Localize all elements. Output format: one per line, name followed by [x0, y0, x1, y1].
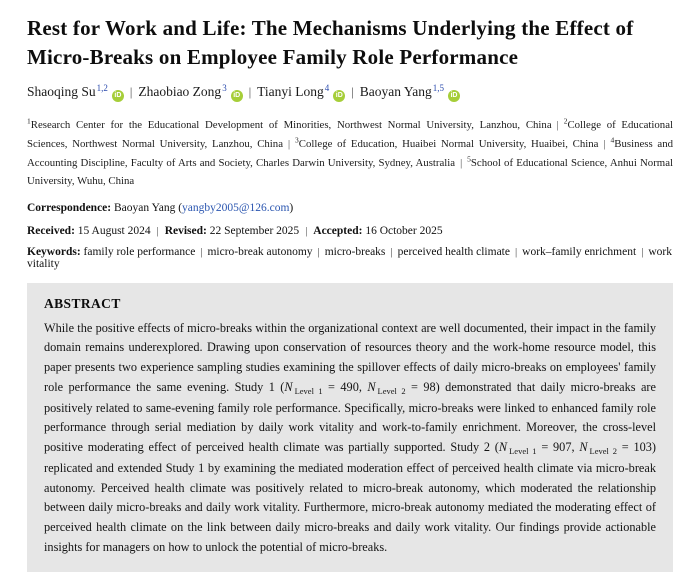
abstract-text: = 98) demonstrated that daily micro-breaks are positively related to same-evening family role performance. Specifically, micro-breaks were linked to enhanced family role performance through serial mediation by daily work vitality and work-to-family enrichment. Moreover, the cross-level positive moderating effect of perceived health climate was partially supported. Study 2 ( — [44, 379, 656, 454]
author-name: Zhaobiao Zong — [138, 84, 222, 100]
affiliation-text: College of Education, Huaibei Normal University, Huaibei, China — [298, 138, 599, 151]
affiliation — [27, 116, 552, 132]
affiliation-separator: | — [556, 120, 559, 132]
correspondence-close: ) — [289, 201, 294, 214]
correspondence-label: Correspondence: — [27, 201, 112, 214]
stat-subscript: Level 2 — [377, 386, 406, 397]
stat-symbol: N — [284, 379, 293, 394]
affiliation-superscript: 3 — [295, 135, 299, 145]
stat-subscript: Level 1 — [509, 446, 537, 457]
date-label: Received: — [27, 224, 75, 237]
stat-subscript: Level 2 — [589, 446, 617, 457]
paper-title: Rest for Work and Life: The Mechanisms Underlying the Effect of Micro-Breaks on Employee Family Role Performance — [27, 16, 634, 69]
date-separator: | — [156, 225, 159, 237]
date-separator: | — [305, 225, 308, 237]
affiliation-superscript: 5 — [467, 154, 471, 164]
author-name: Shaoqing Su — [27, 84, 96, 100]
keywords-label: Keywords: — [27, 245, 81, 258]
affiliation — [295, 135, 599, 151]
affiliations — [27, 115, 673, 190]
affiliation-superscript: 4 — [610, 135, 615, 145]
keyword-separator: | — [200, 245, 203, 258]
keyword: micro-breaks — [324, 245, 386, 258]
author — [27, 84, 124, 99]
author-separator: | — [351, 85, 354, 100]
abstract-text: = 490, — [322, 379, 368, 394]
date-label: Revised: — [164, 224, 207, 237]
affiliation-separator: | — [603, 139, 606, 151]
abstract-text: = 103) replicated and extended Study 1 by examining the mediated moderation effect of perceived health climate via micro-break autonomy. Perceived health climate was positively related to micro-break autonomy, which moderated the relationship between daily micro-breaks and daily work vitality. Furthermore, micro-break autonomy mediated the moderating effect of perceived health climate on the link between daily micro-breaks and daily work vitality. Our findings provide actionable insights for managers on how to unlock the potential of micro-breaks. — [44, 439, 657, 554]
author — [257, 84, 345, 99]
orcid-icon[interactable]: iD — [112, 90, 124, 102]
abstract-text: While the positive effects of micro-breaks within the organizational context are well documented, their impact in the family domain remains underexplored. Drawing upon conservation of resources theory and the work-home resource model, this paper presents two experience sampling studies examining the spillover effects of daily micro-breaks on employees' family role performance the same evening. Study 1 ( — [44, 320, 656, 394]
correspondence-name: Baoyan Yang ( — [114, 201, 183, 214]
keywords-line — [27, 246, 673, 270]
author-separator: | — [129, 85, 133, 100]
orcid-icon[interactable]: iD — [448, 90, 460, 102]
orcid-icon[interactable]: iD — [333, 90, 345, 102]
stat-symbol: N — [367, 379, 376, 394]
date-value: 22 September 2025 — [209, 224, 300, 237]
keyword-separator: | — [390, 245, 393, 258]
affiliation-separator: | — [287, 139, 291, 151]
abstract-box — [27, 283, 673, 573]
keyword: family role performance — [83, 245, 196, 258]
author-superscript: 3 — [222, 82, 227, 93]
correspondence-email-link[interactable]: yangby2005@126.com — [182, 201, 290, 214]
orcid-icon[interactable]: iD — [231, 90, 243, 102]
affiliation-text: Business and Accounting Discipline, Faculty of Arts and Society, Charles Darwin University, Sydney, Australia — [27, 138, 673, 170]
author-separator: | — [248, 85, 252, 100]
author-superscript: 1,5 — [432, 82, 444, 93]
dates-line — [27, 225, 673, 237]
affiliation-text: School of Educational Science, Anhui Normal University, Wuhu, China — [27, 157, 673, 188]
author — [360, 84, 460, 99]
affiliation-superscript: 2 — [563, 116, 568, 126]
keyword-separator: | — [317, 245, 320, 258]
author-superscript: 4 — [324, 82, 330, 93]
affiliation-text: College of Educational Sciences, Northwest Normal University, Lanzhou, China — [27, 119, 673, 151]
stat-symbol: N — [498, 439, 508, 454]
author — [138, 84, 242, 99]
abstract-heading: ABSTRACT — [44, 295, 121, 311]
author-name: Baoyan Yang — [359, 84, 432, 100]
correspondence-line — [27, 202, 673, 214]
author-name: Tianyi Long — [257, 84, 324, 100]
author-superscript: 1,2 — [96, 82, 108, 93]
keyword: micro-break autonomy — [207, 245, 313, 258]
affiliation-separator: | — [460, 158, 463, 170]
stat-symbol: N — [579, 439, 588, 454]
abstract-text: = 907, — [536, 439, 580, 454]
keyword: perceived health climate — [397, 245, 510, 258]
keyword-separator: | — [641, 245, 644, 258]
date-value: 16 October 2025 — [365, 224, 443, 237]
affiliation-superscript: 1 — [27, 116, 31, 126]
abstract-body — [44, 319, 656, 558]
keyword: work vitality — [27, 245, 673, 270]
date-value: 15 August 2024 — [77, 224, 151, 237]
author-line — [27, 83, 673, 103]
keyword-separator: | — [514, 245, 518, 258]
date-label: Accepted: — [313, 224, 363, 237]
affiliation-text: Research Center for the Educational Development of Minorities, Northwest Normal University, Lanzhou, China — [30, 119, 552, 132]
stat-subscript: Level 1 — [294, 386, 323, 397]
keyword: work–family enrichment — [522, 245, 637, 258]
